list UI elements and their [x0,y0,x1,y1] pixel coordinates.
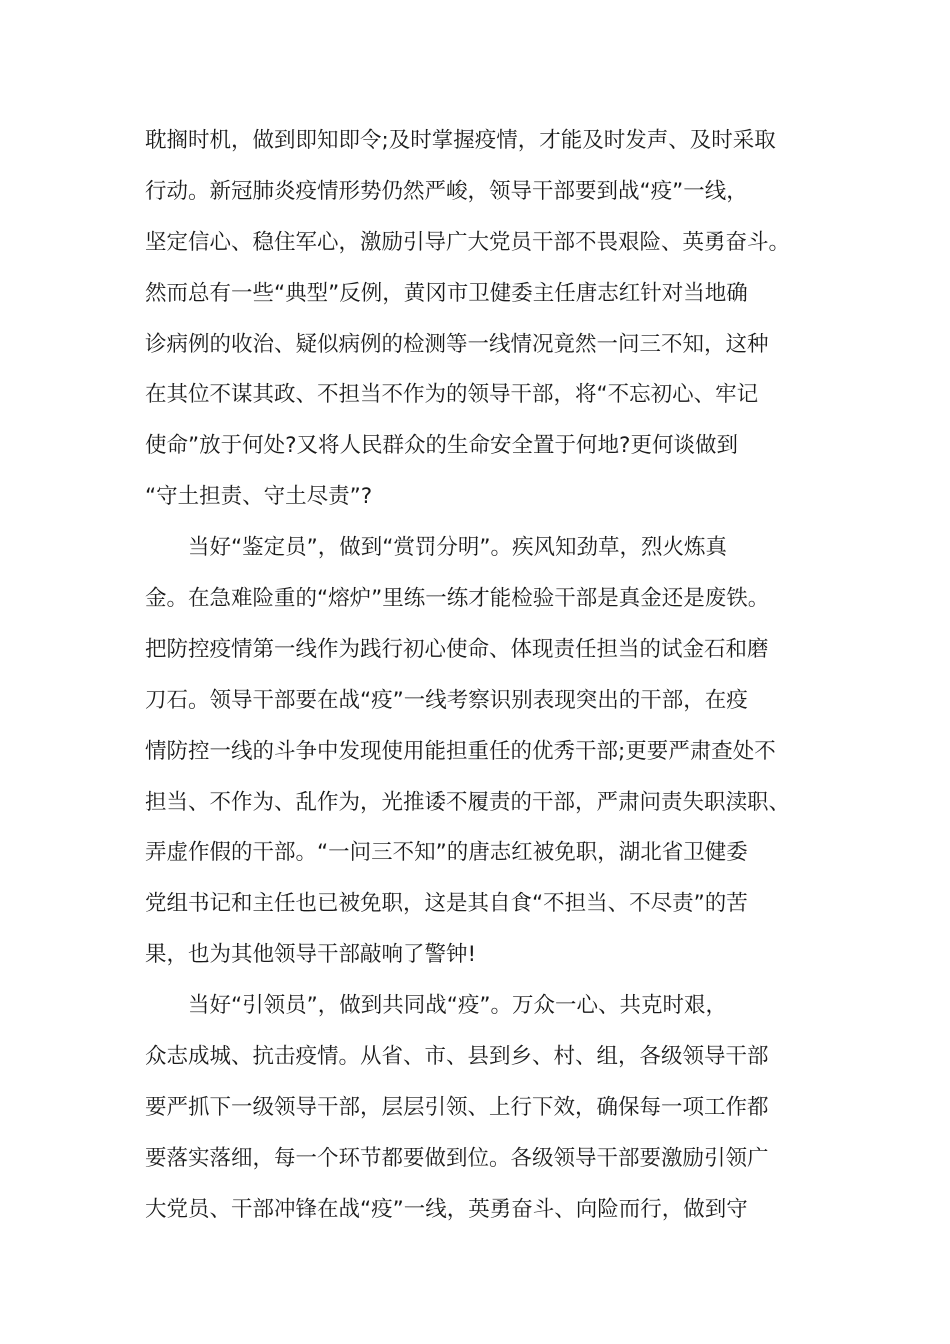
text-line: 然而总有一些“典型”反例，黄冈市卫健委主任唐志红针对当地确 [145,280,748,306]
text-line: 刀石。领导干部要在战“疫”一线考察识别表现突出的干部，在疫 [145,687,748,713]
text-line: 诊病例的收治、疑似病例的检测等一线情况竟然一问三不知，这种 [145,331,769,357]
text-line: 弄虚作假的干部。“一问三不知”的唐志红被免职，湖北省卫健委 [145,840,748,866]
text-line: 在其位不谋其政、不担当不作为的领导干部，将“不忘初心、牢记 [145,382,759,408]
text-line: 金。在急难险重的“熔炉”里练一练才能检验干部是真金还是废铁。 [145,586,770,612]
text-line: 把防控疫情第一线作为践行初心使命、体现责任担当的试金石和磨 [145,636,769,662]
paragraph-start-line: 当好“鉴定员”，做到“赏罚分明”。疾风知劲草，烈火炼真 [188,535,728,561]
text-line: 使命”放于何处?又将人民群众的生命安全置于何地?更何谈做到 [145,433,738,459]
text-line: 果，也为其他领导干部敲响了警钟! [145,942,477,968]
text-line: 要落实落细，每一个环节都要做到位。各级领导干部要激励引领广 [145,1145,769,1171]
text-line: 担当、不作为、乱作为，光推诿不履责的干部，严肃问责失职渎职、 [145,789,791,815]
text-line: “守土担责、守土尽责”? [145,484,373,510]
text-line: 行动。新冠肺炎疫情形势仍然严峻，领导干部要到战“疫”一线， [145,178,748,204]
document-body [145,116,810,1236]
text-line: 众志成城、抗击疫情。从省、市、县到乡、村、组，各级领导干部 [145,1044,769,1070]
paragraph-start-line: 当好“引领员”，做到共同战“疫”。万众一心、共克时艰， [188,993,728,1019]
text-line: 情防控一线的斗争中发现使用能担重任的优秀干部;更要严肃查处不 [145,738,776,764]
text-line: 党组书记和主任也已被免职，这是其自食“不担当、不尽责”的苦 [145,891,748,917]
text-line: 要严抓下一级领导干部，层层引领、上行下效，确保每一项工作都 [145,1094,769,1120]
text-line: 耽搁时机，做到即知即令;及时掌握疫情，才能及时发声、及时采取 [145,128,776,153]
text-line: 坚定信心、稳住军心，激励引导广大党员干部不畏艰险、英勇奋斗。 [145,229,791,255]
text-line: 大党员、干部冲锋在战“疫”一线，英勇奋斗、向险而行，做到守 [145,1196,748,1222]
